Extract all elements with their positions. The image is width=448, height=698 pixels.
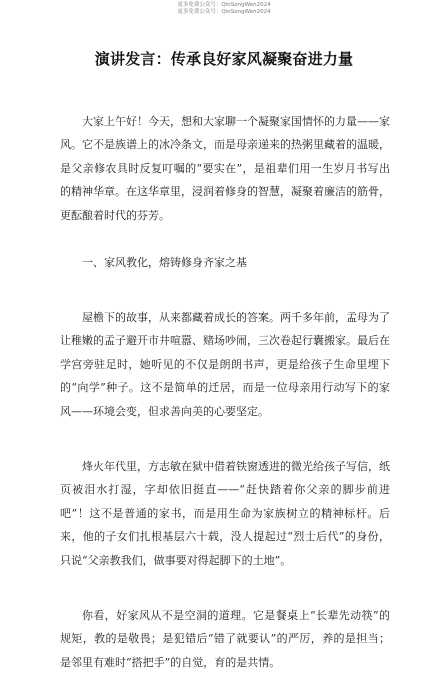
document-body — [60, 86, 390, 698]
section-heading: 一、家风教化，熔铸修身齐家之基 — [82, 255, 247, 269]
paragraph-family-values: 你看，好家风从不是空洞的道理。它是餐桌上“长辈先动筷”的规矩，教的是敬畏；是犯错后“错了就要认”的严厉，养的是担当；是邻里有难时“搭把手”的自觉，育的是共情。 — [60, 608, 390, 669]
paragraph-intro: 大家上午好！今天，想和大家聊一个凝聚家国情怀的力量——家风。它不是族谱上的冰冷条文，而是母亲递来的热粥里藏着的温暖，是父亲修农具时反复叮嘱的“要实在”，是祖辈们用一生岁月书写出的精神华章。在这华章里，浸润着修身的智慧，凝聚着廉洁的筋骨，更酝酿着时代的芬芳。 — [60, 114, 390, 222]
document-title: 演讲发言：传承良好家风凝聚奋进力量 — [94, 50, 354, 68]
header-line-1: 更多免费公众号：QinSongWen2024 — [177, 2, 271, 8]
paragraph-fang-zhimin: 烽火年代里，方志敏在狱中借着铁窗透进的微光给孩子写信，纸页被泪水打湿，字却依旧挺直——“赶快踏着你父亲的脚步前进吧”！这不是普通的家书，而是用生命为家族树立的精神标杆。后来，他的子女们扎根基层六十载，没人提起过“烈士后代”的身份，只说“父亲教我们，做事要对得起脚下的土地”。 — [60, 459, 390, 567]
page-header — [0, 2, 448, 16]
paragraph-mencius-mother: 屋檐下的故事，从来都藏着成长的答案。两千多年前，孟母为了让稚嫩的孟子避开市井喧嚣、赌场吵闹，三次卷起行囊搬家。最后在学宫旁驻足时，她听见的不仅是朗朗书声，更是给孩子生命里埋下的“向学”种子。这不是简单的迁居，而是一位母亲用行动写下的家风——环境会变，但求善向美的心要坚定。 — [60, 310, 390, 418]
header-line-2: 更多免费公众号：QinSongWen2024 — [177, 9, 271, 15]
